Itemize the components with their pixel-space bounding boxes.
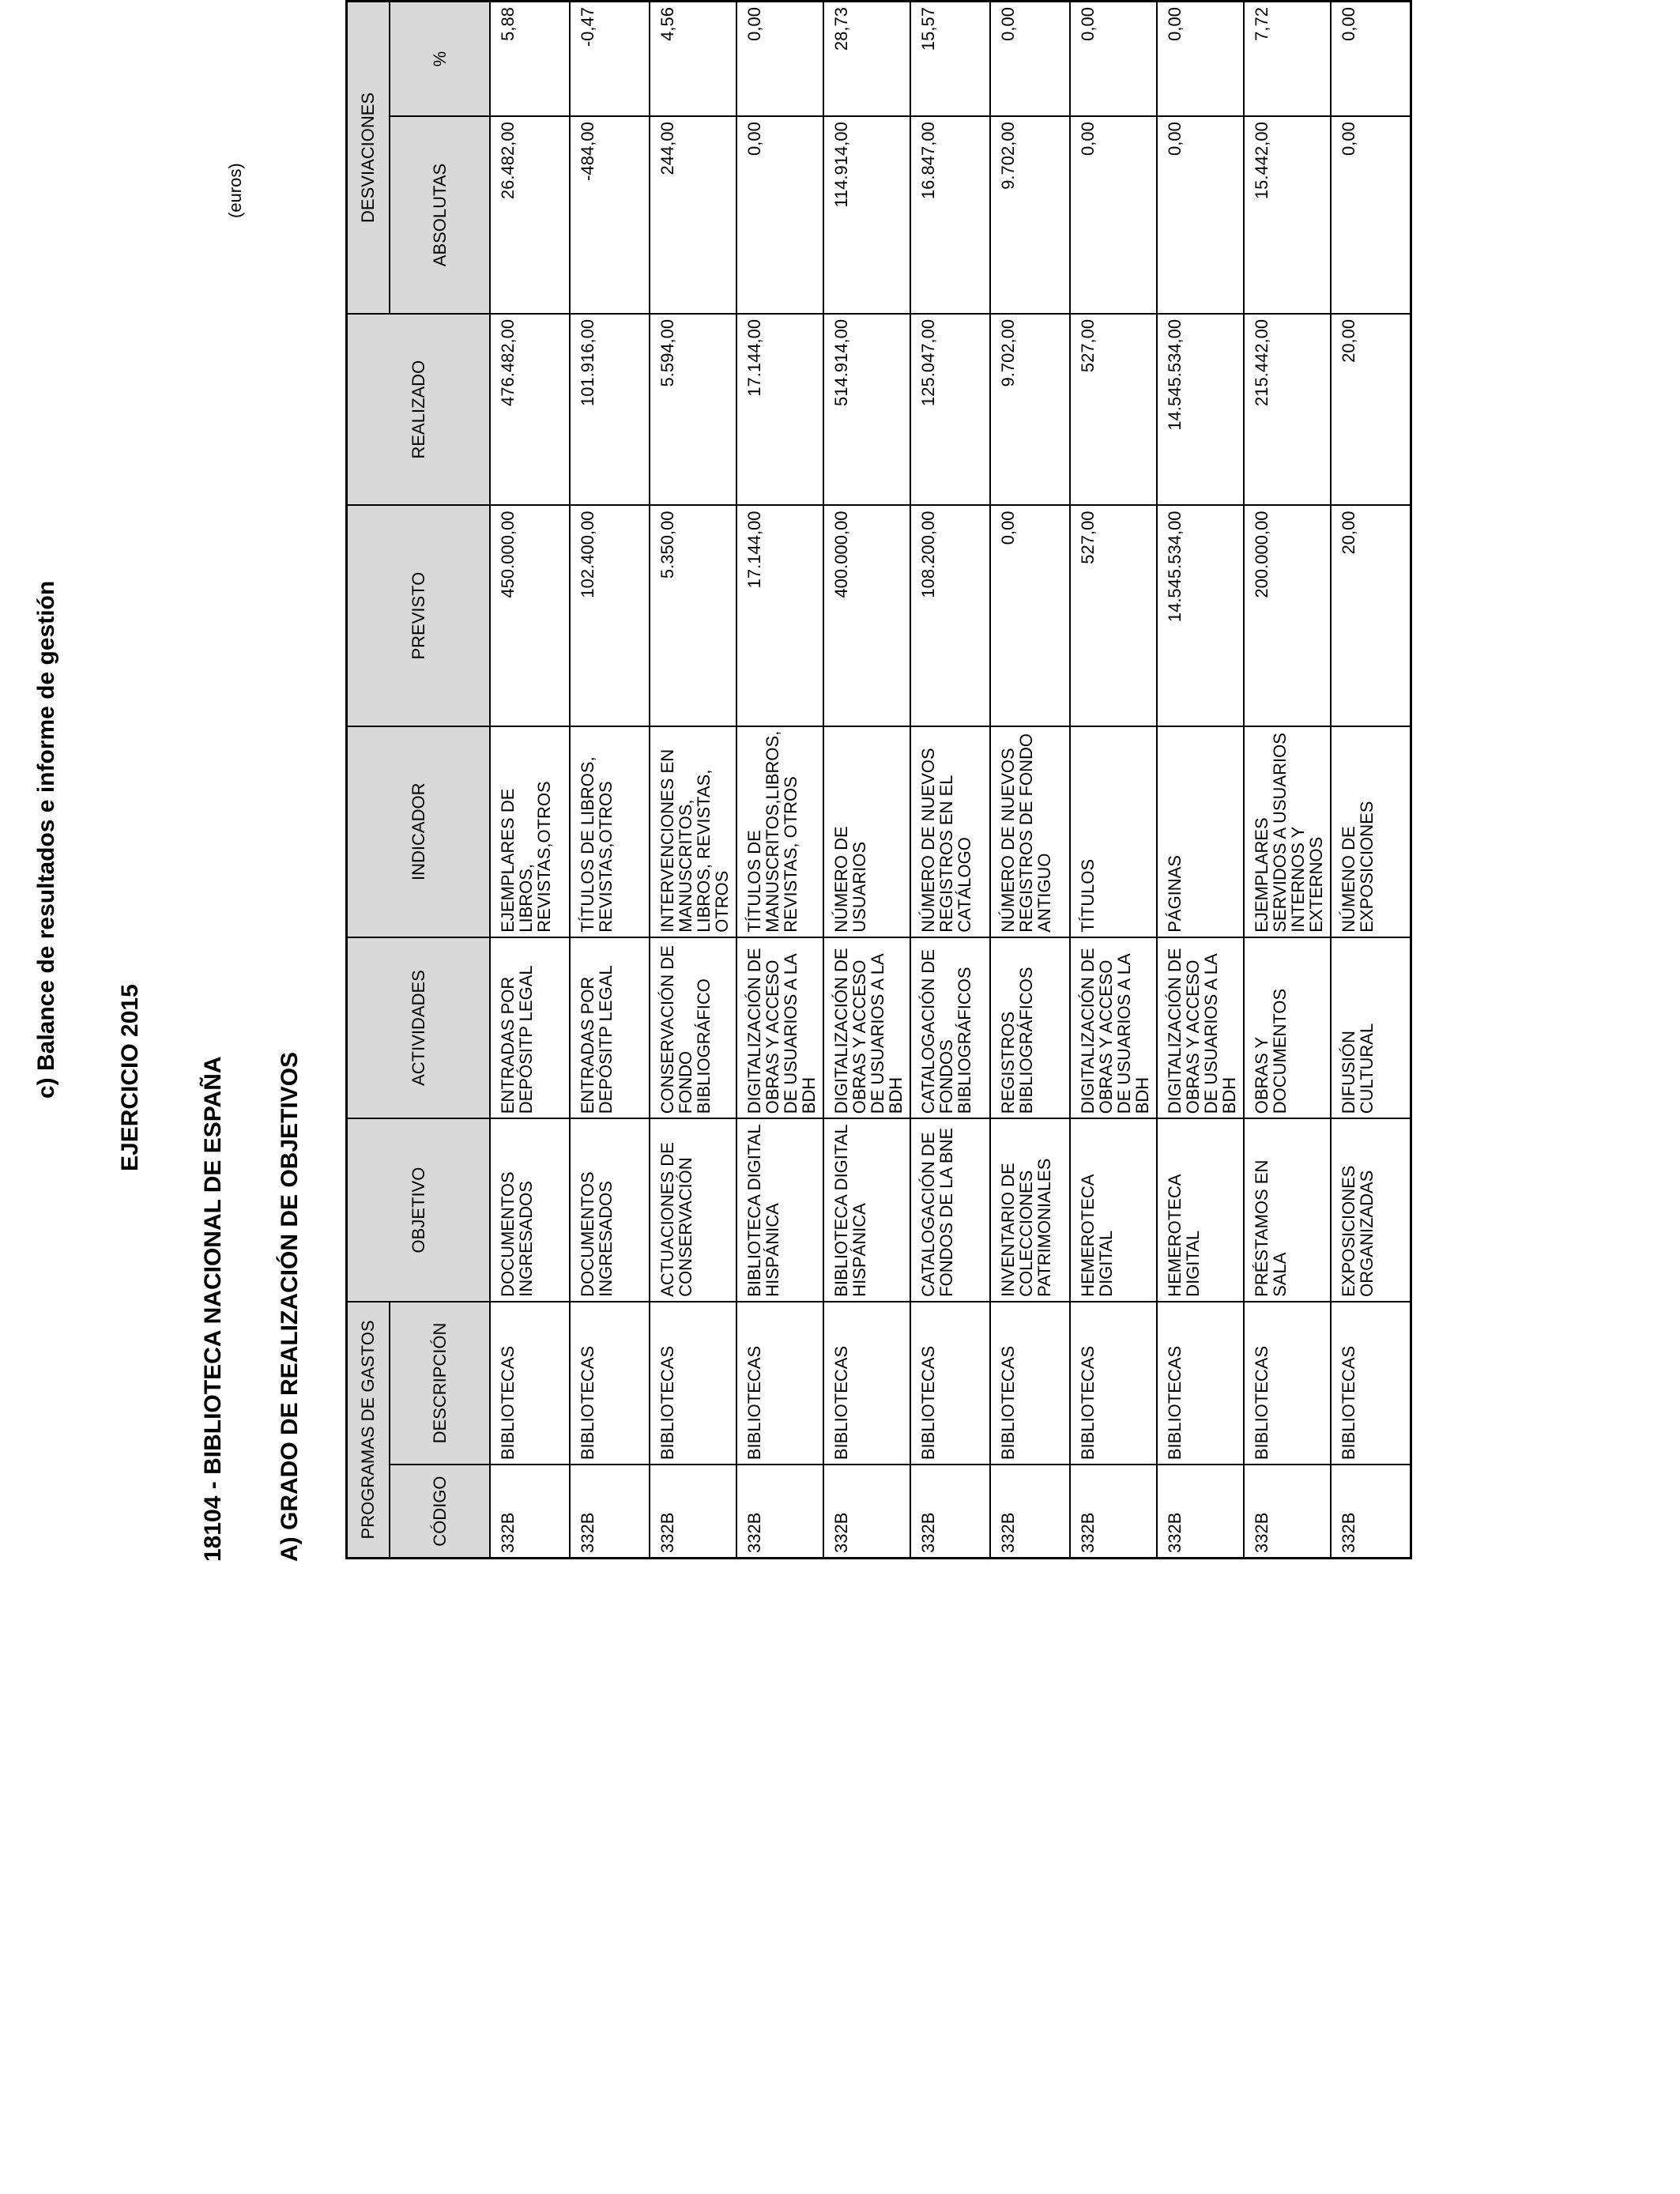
cell-descripcion: BIBLIOTECAS bbox=[736, 1302, 823, 1465]
col-header-previsto: PREVISTO bbox=[347, 505, 491, 726]
cell-realizado: 5.594,00 bbox=[650, 314, 736, 506]
cell-pct: 28,73 bbox=[823, 2, 910, 117]
cell-indicador: TÍTULOS DE MANUSCRITOS,LIBROS, REVISTAS, OTROS bbox=[736, 726, 823, 937]
cell-objetivo: HEMEROTECA DIGITAL bbox=[1070, 1118, 1157, 1302]
cell-indicador: TÍTULOS DE LIBROS, REVISTAS,OTROS bbox=[570, 726, 650, 937]
cell-absolutas: -484,00 bbox=[570, 116, 650, 314]
cell-absolutas: 16.847,00 bbox=[910, 116, 990, 314]
cell-absolutas: 15.442,00 bbox=[1244, 116, 1331, 314]
cell-codigo: 332B bbox=[1070, 1465, 1157, 1558]
cell-pct: 7,72 bbox=[1244, 2, 1331, 117]
cell-indicador: INTERVENCIONES EN MANUSCRITOS, LIBROS, REVISTAS, OTROS bbox=[650, 726, 736, 937]
cell-descripcion: BIBLIOTECAS bbox=[490, 1302, 570, 1465]
cell-descripcion: BIBLIOTECAS bbox=[1331, 1302, 1411, 1465]
cell-codigo: 332B bbox=[570, 1465, 650, 1558]
cell-pct: 5,88 bbox=[490, 2, 570, 117]
cell-actividades: CONSERVACIÓN DE FONDO BIBLIOGRÁFICO bbox=[650, 937, 736, 1119]
cell-descripcion: BIBLIOTECAS bbox=[910, 1302, 990, 1465]
cell-indicador: PÁGINAS bbox=[1157, 726, 1244, 937]
cell-previsto: 20,00 bbox=[1331, 505, 1411, 726]
cell-absolutas: 0,00 bbox=[736, 116, 823, 314]
cell-objetivo: DOCUMENTOS INGRESADOS bbox=[490, 1118, 570, 1302]
cell-absolutas: 9.702,00 bbox=[990, 116, 1070, 314]
cell-previsto: 5.350,00 bbox=[650, 505, 736, 726]
cell-descripcion: BIBLIOTECAS bbox=[1244, 1302, 1331, 1465]
cell-descripcion: BIBLIOTECAS bbox=[1157, 1302, 1244, 1465]
entity-title: 18104 - BIBLIOTECA NACIONAL DE ESPAÑA bbox=[200, 1056, 226, 1562]
cell-descripcion: BIBLIOTECAS bbox=[570, 1302, 650, 1465]
exercise-year: EJERCICIO 2015 bbox=[117, 984, 143, 1171]
cell-pct: 0,00 bbox=[990, 2, 1070, 117]
cell-descripcion: BIBLIOTECAS bbox=[650, 1302, 736, 1465]
cell-descripcion: BIBLIOTECAS bbox=[823, 1302, 910, 1465]
cell-absolutas: 0,00 bbox=[1157, 116, 1244, 314]
cell-objetivo: HEMEROTECA DIGITAL bbox=[1157, 1118, 1244, 1302]
cell-actividades: ENTRADAS POR DEPÓSITP LEGAL bbox=[490, 937, 570, 1119]
group-header-desviaciones: DESVIACIONES bbox=[347, 2, 390, 314]
table-row bbox=[570, 2, 650, 1559]
col-header-objetivo: OBJETIVO bbox=[347, 1118, 491, 1302]
cell-realizado: 527,00 bbox=[1070, 314, 1157, 506]
cell-previsto: 527,00 bbox=[1070, 505, 1157, 726]
table-row bbox=[1157, 2, 1244, 1559]
cell-pct: 0,00 bbox=[736, 2, 823, 117]
col-header-actividades: ACTIVIDADES bbox=[347, 937, 491, 1119]
cell-absolutas: 244,00 bbox=[650, 116, 736, 314]
cell-absolutas: 0,00 bbox=[1070, 116, 1157, 314]
cell-pct: 4,56 bbox=[650, 2, 736, 117]
cell-codigo: 332B bbox=[910, 1465, 990, 1558]
table-row bbox=[990, 2, 1070, 1559]
cell-objetivo: DOCUMENTOS INGRESADOS bbox=[570, 1118, 650, 1302]
table-row bbox=[736, 2, 823, 1559]
cell-objetivo: ACTUACIONES DE CONSERVACIÓN bbox=[650, 1118, 736, 1302]
table-row bbox=[650, 2, 736, 1559]
cell-actividades: OBRAS Y DOCUMENTOS bbox=[1244, 937, 1331, 1119]
cell-actividades: REGISTROS BIBLIOGRÁFICOS bbox=[990, 937, 1070, 1119]
table-row bbox=[910, 2, 990, 1559]
cell-objetivo: CATALOGACIÓN DE FONDOS DE LA BNE bbox=[910, 1118, 990, 1302]
cell-previsto: 108.200,00 bbox=[910, 505, 990, 726]
cell-realizado: 125.047,00 bbox=[910, 314, 990, 506]
cell-realizado: 101.916,00 bbox=[570, 314, 650, 506]
col-header-realizado: REALIZADO bbox=[347, 314, 491, 506]
cell-descripcion: BIBLIOTECAS bbox=[990, 1302, 1070, 1465]
cell-previsto: 450.000,00 bbox=[490, 505, 570, 726]
cell-pct: 0,00 bbox=[1070, 2, 1157, 117]
currency-unit: (euros) bbox=[225, 163, 245, 218]
cell-codigo: 332B bbox=[490, 1465, 570, 1558]
cell-previsto: 102.400,00 bbox=[570, 505, 650, 726]
cell-absolutas: 26.482,00 bbox=[490, 116, 570, 314]
cell-realizado: 9.702,00 bbox=[990, 314, 1070, 506]
cell-codigo: 332B bbox=[823, 1465, 910, 1558]
cell-realizado: 14.545.534,00 bbox=[1157, 314, 1244, 506]
cell-indicador: EJEMPLARES DE LIBROS, REVISTAS,OTROS bbox=[490, 726, 570, 937]
cell-realizado: 20,00 bbox=[1331, 314, 1411, 506]
cell-actividades: CATALOGACIÓN DE FONDOS BIBLIOGRÁFICOS bbox=[910, 937, 990, 1119]
cell-codigo: 332B bbox=[650, 1465, 736, 1558]
cell-actividades: DIGITALIZACIÓN DE OBRAS Y ACCESO DE USUARIOS A LA BDH bbox=[736, 937, 823, 1119]
cell-indicador: TÍTULOS bbox=[1070, 726, 1157, 937]
table-body bbox=[490, 2, 1411, 1559]
cell-actividades: DIGITALIZACIÓN DE OBRAS Y ACCESO DE USUARIOS A LA BDH bbox=[1070, 937, 1157, 1119]
col-header-absolutas: ABSOLUTAS bbox=[390, 116, 490, 314]
cell-indicador: EJEMPLARES SERVIDOS A USUARIOS INTERNOS Y EXTERNOS bbox=[1244, 726, 1331, 937]
cell-absolutas: 0,00 bbox=[1331, 116, 1411, 314]
cell-codigo: 332B bbox=[1244, 1465, 1331, 1558]
col-header-codigo: CÓDIGO bbox=[390, 1465, 490, 1558]
cell-codigo: 332B bbox=[736, 1465, 823, 1558]
col-header-pct: % bbox=[390, 2, 490, 117]
cell-objetivo: BIBLIOTECA DIGITAL HISPÁNICA bbox=[736, 1118, 823, 1302]
cell-objetivo: EXPOSICIONES ORGANIZADAS bbox=[1331, 1118, 1411, 1302]
cell-actividades: ENTRADAS POR DEPÓSITP LEGAL bbox=[570, 937, 650, 1119]
cell-objetivo: PRÉSTAMOS EN SALA bbox=[1244, 1118, 1331, 1302]
cell-absolutas: 114.914,00 bbox=[823, 116, 910, 314]
cell-actividades: DIFUSIÓN CULTURAL bbox=[1331, 937, 1411, 1119]
cell-pct: 0,00 bbox=[1331, 2, 1411, 117]
col-header-descripcion: DESCRIPCIÓN bbox=[390, 1302, 490, 1465]
cell-realizado: 514.914,00 bbox=[823, 314, 910, 506]
cell-indicador: NÚMERO DE NUEVOS REGISTROS EN EL CATÁLOGO bbox=[910, 726, 990, 937]
cell-pct: 15,57 bbox=[910, 2, 990, 117]
cell-pct: -0,47 bbox=[570, 2, 650, 117]
cell-objetivo: INVENTARIO DE COLECCIONES PATRIMONIALES bbox=[990, 1118, 1070, 1302]
cell-previsto: 400.000,00 bbox=[823, 505, 910, 726]
cell-pct: 0,00 bbox=[1157, 2, 1244, 117]
group-header-programas: PROGRAMAS DE GASTOS bbox=[347, 1302, 390, 1559]
col-header-indicador: INDICADOR bbox=[347, 726, 491, 937]
cell-realizado: 215.442,00 bbox=[1244, 314, 1331, 506]
table-row bbox=[1070, 2, 1157, 1559]
cell-codigo: 332B bbox=[1157, 1465, 1244, 1558]
cell-previsto: 14.545.534,00 bbox=[1157, 505, 1244, 726]
cell-previsto: 200.000,00 bbox=[1244, 505, 1331, 726]
cell-actividades: DIGITALIZACIÓN DE OBRAS Y ACCESO DE USUARIOS A LA BDH bbox=[823, 937, 910, 1119]
cell-previsto: 17.144,00 bbox=[736, 505, 823, 726]
cell-actividades: DIGITALIZACIÓN DE OBRAS Y ACCESO DE USUARIOS A LA BDH bbox=[1157, 937, 1244, 1119]
cell-previsto: 0,00 bbox=[990, 505, 1070, 726]
table-row bbox=[823, 2, 910, 1559]
cell-indicador: NÚMERO DE USUARIOS bbox=[823, 726, 910, 937]
cell-objetivo: BIBLIOTECA DIGITAL HISPÁNICA bbox=[823, 1118, 910, 1302]
cell-indicador: NÚMERO DE NUEVOS REGISTROS DE FONDO ANTIGUO bbox=[990, 726, 1070, 937]
section-title: A) GRADO DE REALIZACIÓN DE OBJETIVOS bbox=[277, 1051, 303, 1562]
cell-codigo: 332B bbox=[990, 1465, 1070, 1558]
document-heading: c) Balance de resultados e informe de gestión bbox=[33, 580, 59, 1099]
table-row bbox=[490, 2, 570, 1559]
cell-realizado: 17.144,00 bbox=[736, 314, 823, 506]
cell-realizado: 476.482,00 bbox=[490, 314, 570, 506]
cell-codigo: 332B bbox=[1331, 1465, 1411, 1558]
cell-descripcion: BIBLIOTECAS bbox=[1070, 1302, 1157, 1465]
table-row bbox=[1244, 2, 1331, 1559]
objectives-table bbox=[345, 0, 1412, 1559]
cell-indicador: NÚMENO DE EXPOSICIONES bbox=[1331, 726, 1411, 937]
table-row bbox=[1331, 2, 1411, 1559]
